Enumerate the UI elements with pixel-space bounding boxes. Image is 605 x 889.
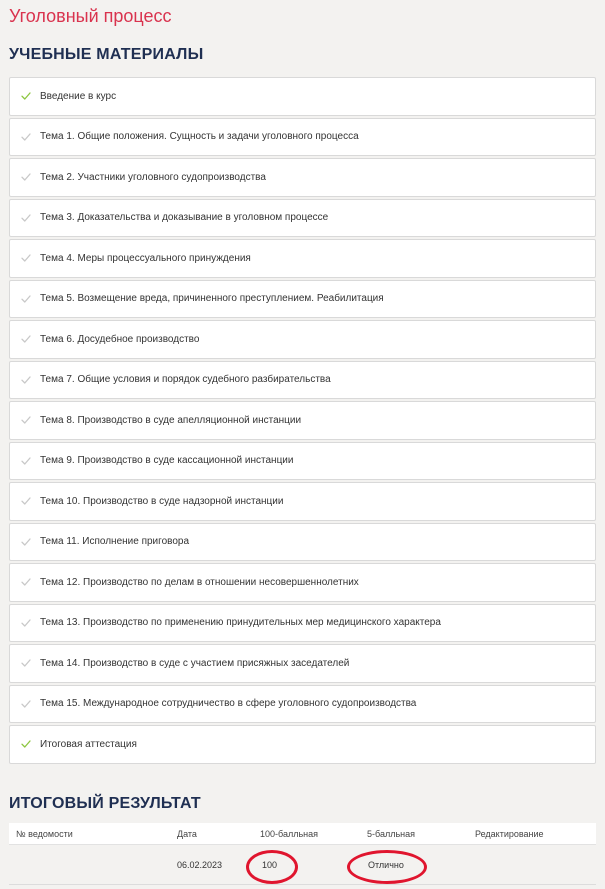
- material-item-label: Тема 14. Производство в суде с участием присяжных заседателей: [40, 657, 350, 669]
- result-score-100: 100: [262, 859, 278, 870]
- column-record: № ведомости: [16, 828, 73, 839]
- grade-highlight-circle: [347, 850, 427, 884]
- check-icon: [21, 214, 40, 222]
- result-score-5: Отлично: [368, 859, 404, 870]
- check-icon: [21, 619, 40, 627]
- check-icon: [21, 416, 40, 424]
- material-item[interactable]: [9, 725, 596, 764]
- material-item-label: Итоговая аттестация: [40, 738, 137, 750]
- result-date: 06.02.2023: [177, 859, 223, 870]
- material-item-label: Тема 11. Исполнение приговора: [40, 536, 190, 548]
- materials-heading: УЧЕБНЫЕ МАТЕРИАЛЫ: [9, 46, 204, 63]
- column-score-5: 5-балльная: [367, 828, 415, 839]
- check-icon: [21, 497, 40, 505]
- result-table-header: [9, 823, 596, 845]
- material-item-label: Тема 4. Меры процессуального принуждения: [40, 252, 251, 264]
- material-item-label: Введение в курс: [40, 90, 117, 102]
- material-item-label: Тема 1. Общие положения. Сущность и задачи уголовного процесса: [40, 131, 359, 143]
- check-icon: [21, 740, 40, 748]
- material-item-label: Тема 15. Международное сотрудничество в сфере уголовного судопроизводства: [40, 698, 417, 710]
- material-item-label: Тема 10. Производство в суде надзорной инстанции: [40, 495, 284, 507]
- material-item[interactable]: [9, 685, 596, 724]
- material-item[interactable]: [9, 644, 596, 683]
- column-score-100: 100-балльная: [260, 828, 319, 839]
- material-item[interactable]: [9, 77, 596, 116]
- check-icon: [21, 254, 40, 262]
- material-item[interactable]: [9, 482, 596, 521]
- check-icon: [21, 173, 40, 181]
- score-highlight-circle: [246, 850, 298, 884]
- material-item[interactable]: [9, 563, 596, 602]
- material-item[interactable]: [9, 280, 596, 319]
- materials-list: [9, 77, 596, 766]
- material-item[interactable]: [9, 118, 596, 157]
- check-icon: [21, 335, 40, 343]
- material-item-label: Тема 3. Доказательства и доказывание в уголовном процессе: [40, 212, 329, 224]
- material-item[interactable]: [9, 442, 596, 481]
- material-item[interactable]: [9, 523, 596, 562]
- result-heading: ИТОГОВЫЙ РЕЗУЛЬТАТ: [9, 795, 201, 812]
- check-icon: [21, 578, 40, 586]
- table-row: [9, 845, 596, 885]
- material-item[interactable]: [9, 239, 596, 278]
- check-icon: [21, 538, 40, 546]
- course-title: Уголовный процесс: [9, 6, 172, 26]
- check-icon: [21, 295, 40, 303]
- material-item-label: Тема 9. Производство в суде кассационной инстанции: [40, 455, 294, 467]
- check-icon: [21, 659, 40, 667]
- material-item-label: Тема 13. Производство по применению принудительных мер медицинского характера: [40, 617, 441, 629]
- material-item[interactable]: [9, 401, 596, 440]
- material-item[interactable]: [9, 361, 596, 400]
- material-item[interactable]: [9, 199, 596, 238]
- check-icon: [21, 92, 40, 100]
- column-date: Дата: [177, 828, 197, 839]
- check-icon: [21, 457, 40, 465]
- check-icon: [21, 133, 40, 141]
- material-item[interactable]: [9, 604, 596, 643]
- material-item-label: Тема 8. Производство в суде апелляционной инстанции: [40, 414, 302, 426]
- check-icon: [21, 700, 40, 708]
- material-item[interactable]: [9, 320, 596, 359]
- result-table: [9, 823, 596, 889]
- material-item-label: Тема 7. Общие условия и порядок судебного разбирательства: [40, 374, 331, 386]
- material-item-label: Тема 5. Возмещение вреда, причиненного преступлением. Реабилитация: [40, 293, 384, 305]
- check-icon: [21, 376, 40, 384]
- column-edit: Редактирование: [475, 828, 544, 839]
- material-item-label: Тема 6. Досудебное производство: [40, 333, 200, 345]
- material-item-label: Тема 12. Производство по делам в отношении несовершеннолетних: [40, 576, 359, 588]
- material-item-label: Тема 2. Участники уголовного судопроизводства: [40, 171, 266, 183]
- material-item[interactable]: [9, 158, 596, 197]
